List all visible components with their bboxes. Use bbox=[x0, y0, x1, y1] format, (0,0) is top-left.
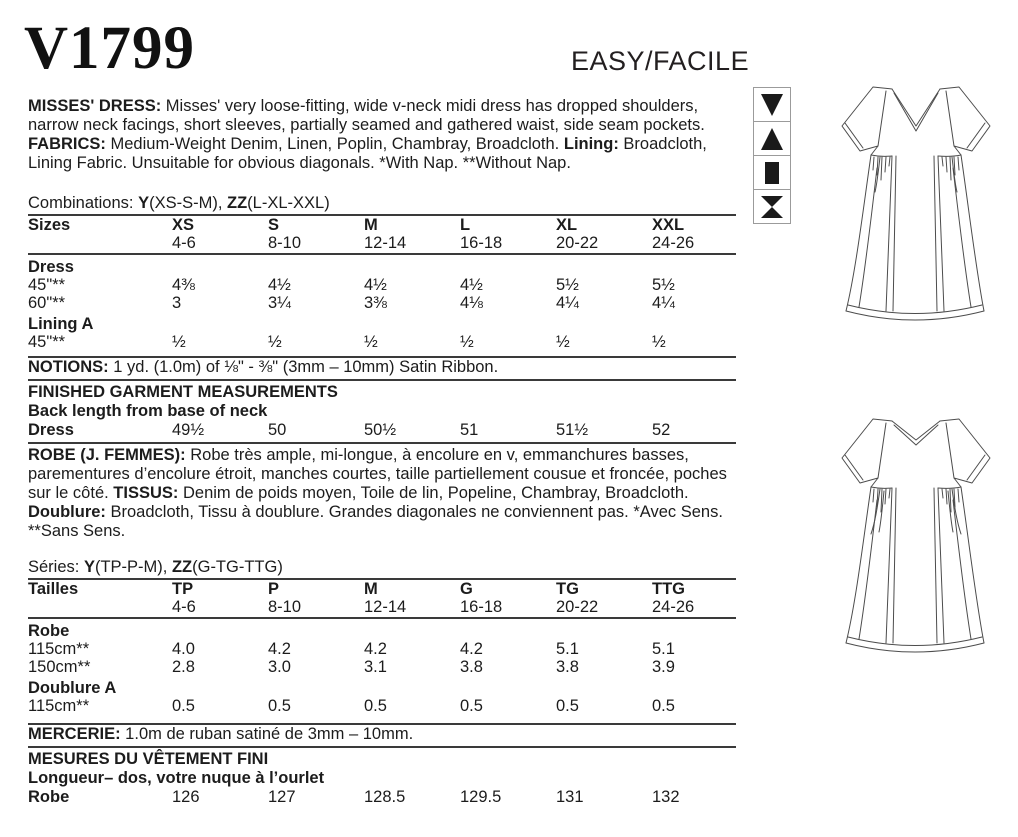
table-row-dress-45 bbox=[28, 276, 736, 294]
table-cell: 132 bbox=[652, 788, 680, 806]
text-segment: (XS-S-M), bbox=[149, 194, 227, 212]
table-cell: 128.5 bbox=[364, 788, 406, 806]
table-cell: 5.1 bbox=[652, 640, 675, 658]
dress-front-illustration bbox=[815, 60, 1015, 395]
text-segment: 1.0m de ruban satiné de 3mm – 10mm. bbox=[120, 725, 414, 743]
row-label: 60"** bbox=[28, 294, 66, 312]
table-cell: M bbox=[364, 216, 378, 234]
table-cell: 24-26 bbox=[652, 234, 695, 252]
text-segment: Misses' very loose-fitting, wide v-neck midi dress has dropped shoulders, narrow neck facings, short sleeves, partially seamed and gathered waist, side seam pockets. bbox=[28, 97, 705, 134]
divider bbox=[28, 253, 736, 255]
text-segment: Medium-Weight Denim, Linen, Poplin, Chambray, Broadcloth. bbox=[105, 135, 564, 153]
triangle-up-icon bbox=[753, 121, 791, 156]
table-row-robe-115 bbox=[28, 640, 736, 658]
section-label-doublure-a: Doublure A bbox=[28, 679, 117, 697]
tailles-header-row bbox=[28, 580, 736, 598]
text-segment: Lining: bbox=[563, 135, 619, 153]
table-cell: ½ bbox=[364, 333, 378, 351]
finished-measurements-subtitle: Back length from base of neck bbox=[28, 402, 268, 420]
table-cell: 4½ bbox=[268, 276, 291, 294]
divider bbox=[28, 617, 736, 619]
table-cell: P bbox=[268, 580, 280, 598]
table-cell: 5½ bbox=[556, 276, 579, 294]
table-cell: 4⅜ bbox=[172, 276, 195, 294]
row-label: 115cm** bbox=[28, 697, 90, 715]
table-cell: 3.0 bbox=[268, 658, 291, 676]
mercerie-line bbox=[28, 725, 736, 744]
table-cell: 3.9 bbox=[652, 658, 675, 676]
finished-row-dress bbox=[28, 421, 736, 439]
table-cell: 4-6 bbox=[172, 234, 196, 252]
table-row-lining-45 bbox=[28, 333, 736, 351]
table-cell: 4.2 bbox=[364, 640, 387, 658]
text-segment: TISSUS: bbox=[113, 484, 179, 502]
table-cell: 4½ bbox=[364, 276, 387, 294]
text-segment: Broadcloth, Tissu à doublure. Grandes diagonales ne conviennent pas. *Avec Sens. **Sans Sens. bbox=[28, 503, 723, 540]
mesures-row-robe bbox=[28, 788, 736, 806]
table-cell: 3⅜ bbox=[364, 294, 387, 312]
table-cell: 3 bbox=[172, 294, 182, 312]
notions-line bbox=[28, 358, 736, 377]
table-cell: 3¼ bbox=[268, 294, 291, 312]
text-segment: ROBE (J. FEMMES): bbox=[28, 446, 186, 464]
text-segment: Combinations: bbox=[28, 194, 139, 212]
text-segment: NOTIONS: bbox=[28, 358, 109, 376]
text-segment: Broadcloth, Lining Fabric. Unsuitable for obvious diagonals. *With Nap. **Without Nap. bbox=[28, 135, 707, 172]
table-cell: 20-22 bbox=[556, 598, 599, 616]
table-cell: ½ bbox=[172, 333, 186, 351]
text-segment: FABRICS: bbox=[28, 135, 106, 153]
text-segment: Robe très ample, mi-longue, à encolure en v, emmanchures basses, parementures d’encolure étroit, manches courtes, taille partiellement cousue et froncée, poches sur le côté. bbox=[28, 446, 727, 502]
table-cell: 50 bbox=[268, 421, 287, 439]
rectangle-icon bbox=[753, 155, 791, 190]
text-segment: (G-TG-TTG) bbox=[192, 558, 283, 576]
row-label: Sizes bbox=[28, 216, 71, 234]
tailles-range-row bbox=[28, 598, 736, 616]
table-cell: 16-18 bbox=[460, 234, 503, 252]
section-label-robe: Robe bbox=[28, 622, 70, 640]
table-cell: 0.5 bbox=[556, 697, 579, 715]
row-label: Dress bbox=[28, 421, 74, 439]
text-segment: MERCERIE: bbox=[28, 725, 121, 743]
table-cell: 3.8 bbox=[556, 658, 579, 676]
figure-type-icons bbox=[753, 88, 791, 224]
mesures-subtitle: Longueur– dos, votre nuque à l’ourlet bbox=[28, 769, 325, 787]
table-cell: 127 bbox=[268, 788, 296, 806]
finished-measurements-title: FINISHED GARMENT MEASUREMENTS bbox=[28, 383, 338, 401]
text-segment: ZZ bbox=[227, 194, 248, 212]
table-cell: 4.2 bbox=[460, 640, 483, 658]
divider bbox=[28, 442, 736, 444]
row-label: 115cm** bbox=[28, 640, 90, 658]
table-cell: 52 bbox=[652, 421, 671, 439]
row-label: Robe bbox=[28, 788, 70, 806]
table-cell: TTG bbox=[652, 580, 685, 598]
table-cell: 126 bbox=[172, 788, 200, 806]
french-description bbox=[28, 446, 736, 541]
table-cell: 24-26 bbox=[652, 598, 695, 616]
row-label: Tailles bbox=[28, 580, 79, 598]
row-label: 45"** bbox=[28, 276, 66, 294]
english-description bbox=[28, 97, 736, 173]
table-cell: 0.5 bbox=[172, 697, 195, 715]
table-cell: 0.5 bbox=[460, 697, 483, 715]
table-cell: 5.1 bbox=[556, 640, 579, 658]
table-cell: 129.5 bbox=[460, 788, 502, 806]
table-row-robe-150 bbox=[28, 658, 736, 676]
table-cell: 4.2 bbox=[268, 640, 291, 658]
table-cell: 4⅛ bbox=[460, 294, 483, 312]
triangle-down-icon bbox=[753, 87, 791, 122]
text-segment: 1 yd. (1.0m) of ⅛" - ⅜" (3mm – 10mm) Satin Ribbon. bbox=[108, 358, 499, 376]
hourglass-icon bbox=[753, 189, 791, 224]
text-segment: Denim de poids moyen, Toile de lin, Popeline, Chambray, Broadcloth. bbox=[178, 484, 689, 502]
table-cell: ½ bbox=[460, 333, 474, 351]
text-segment: (TP-P-M), bbox=[94, 558, 172, 576]
row-label bbox=[28, 598, 172, 616]
table-cell: G bbox=[460, 580, 473, 598]
table-cell: S bbox=[268, 216, 280, 234]
table-cell: ½ bbox=[556, 333, 570, 351]
table-cell: ½ bbox=[652, 333, 666, 351]
series-line bbox=[28, 558, 736, 577]
table-cell: 49½ bbox=[172, 421, 205, 439]
table-cell: 8-10 bbox=[268, 598, 302, 616]
table-cell: 4¼ bbox=[556, 294, 579, 312]
table-cell: 3.1 bbox=[364, 658, 387, 676]
difficulty-label: EASY/FACILE bbox=[571, 46, 750, 76]
size-header-row bbox=[28, 216, 736, 234]
table-cell: 0.5 bbox=[652, 697, 675, 715]
table-cell: 4½ bbox=[460, 276, 483, 294]
mesures-title: MESURES DU VÊTEMENT FINI bbox=[28, 750, 269, 768]
table-cell: TP bbox=[172, 580, 194, 598]
main-text-column bbox=[28, 97, 736, 806]
section-label-lining-a: Lining A bbox=[28, 315, 94, 333]
table-row-dress-60 bbox=[28, 294, 736, 312]
table-cell: 4.0 bbox=[172, 640, 195, 658]
table-cell: 16-18 bbox=[460, 598, 503, 616]
table-cell: 5½ bbox=[652, 276, 675, 294]
text-segment: ZZ bbox=[171, 558, 193, 576]
table-row-doublure-115 bbox=[28, 697, 736, 715]
table-cell: XL bbox=[556, 216, 578, 234]
text-segment: Y bbox=[83, 558, 95, 576]
row-label bbox=[28, 234, 172, 252]
table-cell: 51½ bbox=[556, 421, 589, 439]
pattern-number: V1799 bbox=[24, 15, 196, 82]
table-cell: 8-10 bbox=[268, 234, 302, 252]
row-label: 150cm** bbox=[28, 658, 91, 676]
table-cell: 3.8 bbox=[460, 658, 483, 676]
table-cell: 51 bbox=[460, 421, 479, 439]
text-segment: Y bbox=[138, 194, 150, 212]
table-cell: M bbox=[364, 580, 378, 598]
combinations-line bbox=[28, 194, 736, 213]
row-label: 45"** bbox=[28, 333, 66, 351]
table-cell: 20-22 bbox=[556, 234, 599, 252]
table-cell: TG bbox=[556, 580, 579, 598]
table-cell: 12-14 bbox=[364, 598, 407, 616]
table-cell: 12-14 bbox=[364, 234, 407, 252]
divider bbox=[28, 379, 736, 381]
text-segment: MISSES' DRESS: bbox=[28, 97, 162, 115]
table-cell: XS bbox=[172, 216, 195, 234]
table-cell: 4¼ bbox=[652, 294, 675, 312]
section-label-dress: Dress bbox=[28, 258, 74, 276]
text-segment: Séries: bbox=[28, 558, 84, 576]
size-range-row bbox=[28, 234, 736, 252]
table-cell: 50½ bbox=[364, 421, 397, 439]
text-segment: (L-XL-XXL) bbox=[247, 194, 330, 212]
dress-back-illustration bbox=[815, 392, 1015, 727]
table-cell: 4-6 bbox=[172, 598, 196, 616]
text-segment: Doublure: bbox=[28, 503, 106, 521]
table-cell: 0.5 bbox=[364, 697, 387, 715]
divider bbox=[28, 746, 736, 748]
table-cell: 131 bbox=[556, 788, 584, 806]
table-cell: XXL bbox=[652, 216, 685, 234]
table-cell: L bbox=[460, 216, 471, 234]
table-cell: 0.5 bbox=[268, 697, 291, 715]
table-cell: 2.8 bbox=[172, 658, 195, 676]
table-cell: ½ bbox=[268, 333, 282, 351]
